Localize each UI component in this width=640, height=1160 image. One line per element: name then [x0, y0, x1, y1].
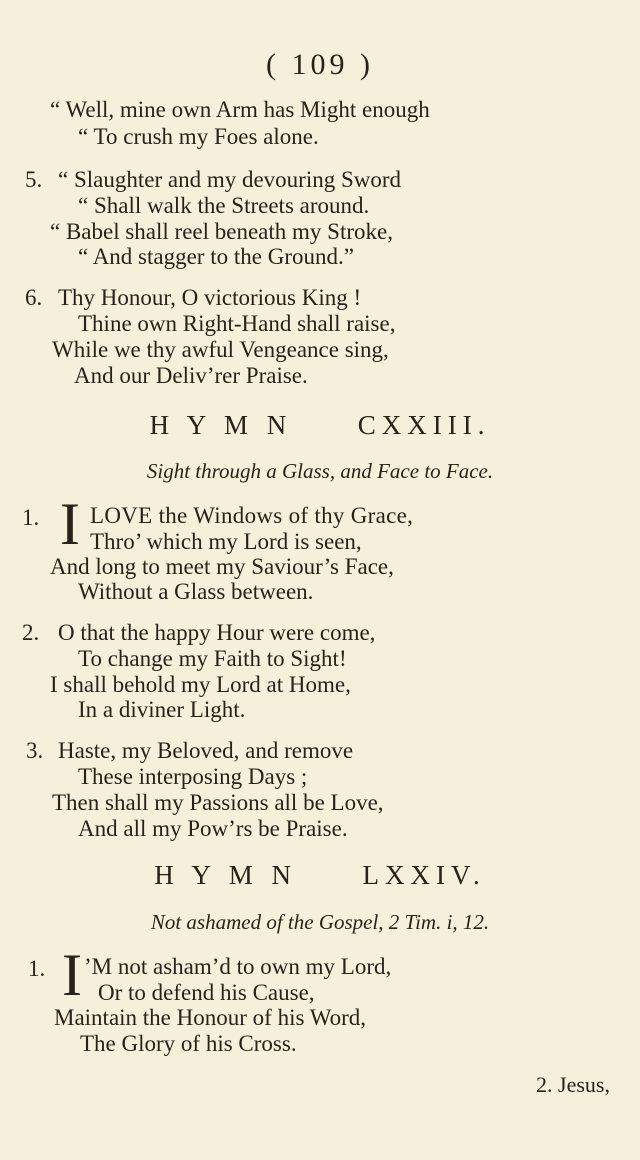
- verse-line: Thy Honour, O victorious King !: [58, 285, 362, 310]
- hymn-title-number: LXXIV.: [362, 860, 486, 890]
- verse-line: And long to meet my Saviour’s Face,: [50, 554, 394, 579]
- verse-line: O that the happy Hour were come,: [58, 620, 376, 645]
- verse-line: In a diviner Light.: [78, 697, 246, 722]
- verse-line: While we thy awful Vengeance sing,: [52, 337, 389, 362]
- verse-line: “ Well, mine own Arm has Might enough: [50, 97, 430, 122]
- verse-line: ’M not asham’d to own my Lord,: [84, 954, 392, 979]
- verse-line: Then shall my Passions all be Love,: [52, 790, 384, 815]
- verse-line: Haste, my Beloved, and remove: [58, 738, 354, 763]
- verse-number: 3.: [26, 738, 44, 763]
- verse-line: Thro’ which my Lord is seen,: [90, 529, 362, 554]
- hymn-title-word: H Y M N: [154, 860, 297, 890]
- hymn-title-word: H Y M N: [149, 410, 293, 440]
- verse-line: Or to defend his Cause,: [98, 980, 315, 1005]
- catchword: 2. Jesus,: [536, 1072, 610, 1097]
- hymn-title: [0, 410, 640, 441]
- verse-line: “ To crush my Foes alone.: [78, 124, 319, 149]
- hymn-subtitle: Not ashamed of the Gospel, 2 Tim. i, 12.: [150, 910, 490, 934]
- hymn-title: [0, 860, 640, 891]
- verse-line: “ And stagger to the Ground.”: [78, 244, 354, 269]
- verse-number: 2.: [22, 620, 40, 645]
- verse-line: The Glory of his Cross.: [80, 1031, 297, 1056]
- verse-line: And our Deliv’rer Praise.: [74, 363, 308, 388]
- verse-line: “ Babel shall reel beneath my Stroke,: [50, 219, 393, 244]
- verse-number: 1.: [28, 956, 46, 981]
- verse-line: Without a Glass between.: [78, 579, 314, 604]
- hymn-title-number: CXXIII.: [357, 410, 491, 440]
- hymn-subtitle: Sight through a Glass, and Face to Face.: [146, 459, 494, 483]
- verse-number: 5.: [25, 167, 43, 192]
- verse-line: I shall behold my Lord at Home,: [50, 672, 351, 697]
- page-number: ( 109 ): [266, 48, 374, 81]
- verse-line: “ Shall walk the Streets around.: [78, 193, 370, 218]
- verse-line: And all my Pow’rs be Praise.: [78, 816, 348, 841]
- verse-line: “ Slaughter and my devouring Sword: [58, 167, 402, 192]
- verse-number: 6.: [25, 285, 43, 310]
- verse-line: Maintain the Honour of his Word,: [54, 1005, 367, 1030]
- verse-line: LOVE the Windows of thy Grace,: [90, 503, 414, 528]
- verse-line: These interposing Days ;: [78, 764, 308, 789]
- verse-number: 1.: [22, 505, 40, 530]
- verse-line: Thine own Right-Hand shall raise,: [78, 311, 396, 336]
- drop-cap: I: [60, 491, 80, 557]
- drop-cap: I: [62, 942, 82, 1008]
- verse-line: To change my Faith to Sight!: [78, 646, 347, 671]
